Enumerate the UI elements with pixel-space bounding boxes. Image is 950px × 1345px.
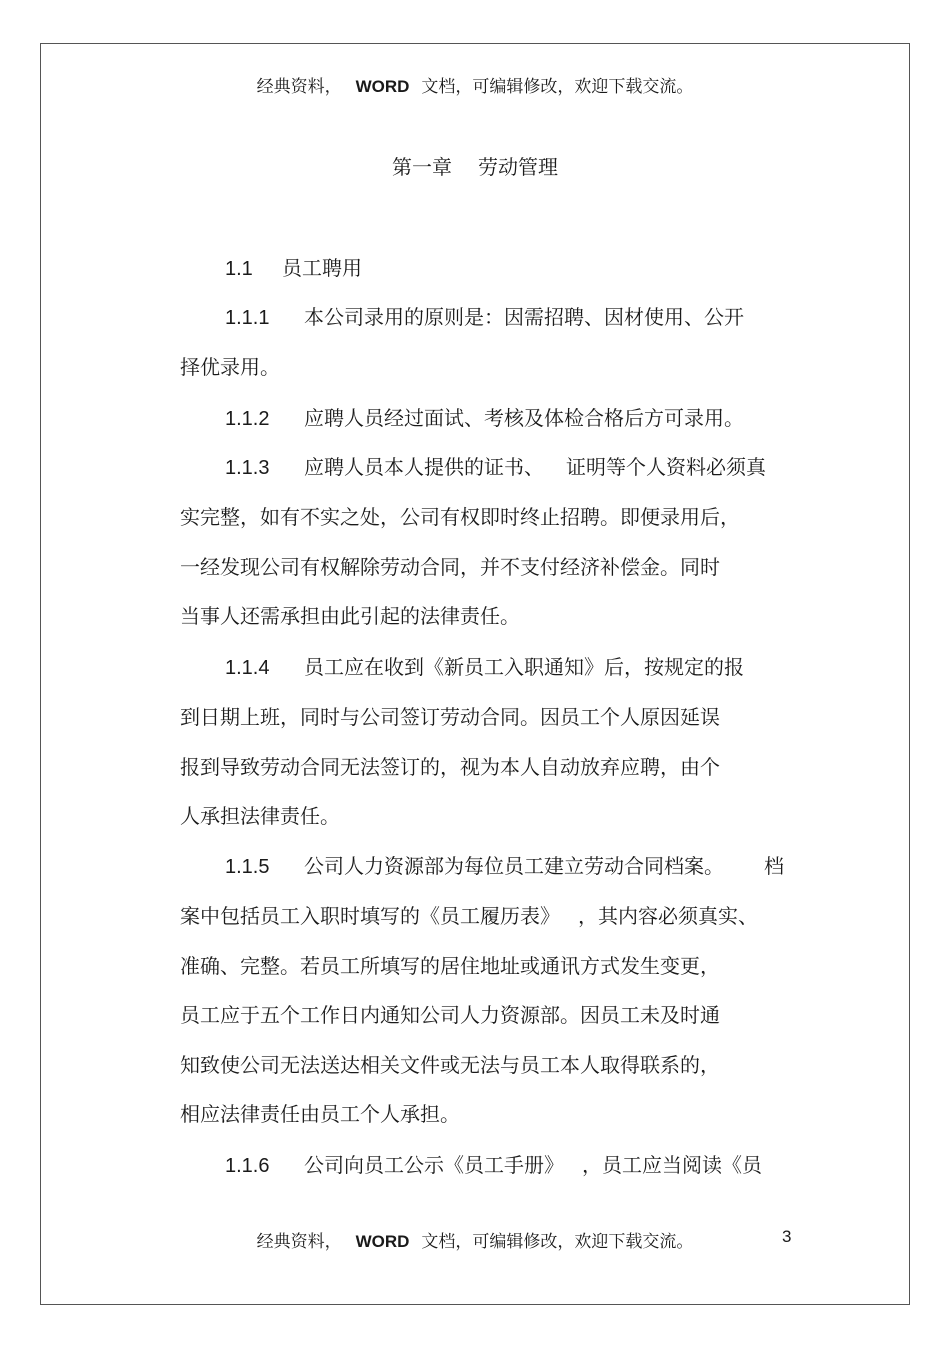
clause-text-line <box>180 900 758 929</box>
clause-1-1-2 <box>225 402 744 431</box>
clause-number: 1.1.3 <box>225 457 270 479</box>
clause-number: 1.1.5 <box>225 856 270 878</box>
section-number: 1.1 <box>225 258 253 280</box>
page-header <box>0 72 950 97</box>
clause-text: 应聘人员本人提供的证书、 <box>304 455 544 479</box>
clause-1-1-1 <box>225 301 744 330</box>
clause-number: 1.1.4 <box>225 657 270 679</box>
clause-text-line: 员工应于五个工作日内通知公司人力资源部。因员工未及时通 <box>180 1003 720 1027</box>
chapter-name: 劳动管理 <box>478 155 558 179</box>
clause-1-1-6 <box>225 1149 762 1178</box>
clause-text-line: 一经发现公司有权解除劳动合同，并不支付经济补偿金。同时 <box>180 555 720 579</box>
clause-text-line: 报到导致劳动合同无法签订的，视为本人自动放弃应聘，由个 <box>180 755 720 779</box>
section-title: 员工聘用 <box>282 256 362 280</box>
clause-text: 员工应在收到《新员工入职通知》后，按规定的报 <box>304 655 744 679</box>
clause-text-line: 到日期上班，同时与公司签订劳动合同。因员工个人原因延误 <box>180 705 720 729</box>
header-word: WORD <box>355 77 410 96</box>
footer-text-left: 经典资料， <box>256 1232 342 1252</box>
clause-text-line: 当事人还需承担由此引起的法律责任。 <box>180 604 520 628</box>
clause-1-1-4 <box>225 651 744 680</box>
clause-text: 公司向员工公示《员工手册》 <box>304 1153 564 1177</box>
header-text-right: 文档，可编辑修改，欢迎下载交流。 <box>421 77 694 97</box>
clause-text-line: 准确、完整。若员工所填写的居住地址或通讯方式发生变更， <box>180 954 720 978</box>
clause-text: 档 <box>764 854 784 878</box>
page-number: 3 <box>782 1227 792 1246</box>
clause-text-line: 实完整，如有不实之处，公司有权即时终止招聘。即便录用后， <box>180 505 740 529</box>
clause-text-line: 知致使公司无法送达相关文件或无法与员工本人取得联系的， <box>180 1053 720 1077</box>
chapter-number: 第一章 <box>392 155 452 179</box>
clause-text-line: 择优录用。 <box>180 355 280 379</box>
section-heading <box>225 252 362 281</box>
clause-text: 应聘人员经过面试、考核及体检合格后方可录用。 <box>304 406 744 430</box>
chapter-title <box>0 151 950 180</box>
clause-text-line: 相应法律责任由员工个人承担。 <box>180 1102 460 1126</box>
clause-text: 本公司录用的原则是：因需招聘、因材使用、公开 <box>304 305 744 329</box>
footer-word: WORD <box>355 1232 410 1251</box>
clause-text: ，其内容必须真实、 <box>578 904 758 928</box>
footer-text-right: 文档，可编辑修改，欢迎下载交流。 <box>421 1232 694 1252</box>
clause-text: 公司人力资源部为每位员工建立劳动合同档案。 <box>304 854 724 878</box>
clause-number: 1.1.6 <box>225 1155 270 1177</box>
clause-text: 案中包括员工入职时填写的《员工履历表》 <box>180 904 560 928</box>
clause-text: ，员工应当阅读《员 <box>582 1153 762 1177</box>
page-footer <box>0 1227 950 1252</box>
header-text-left: 经典资料， <box>256 77 342 97</box>
clause-text-line: 人承担法律责任。 <box>180 804 340 828</box>
clause-1-1-5 <box>225 850 784 879</box>
clause-1-1-3 <box>225 451 766 480</box>
clause-text: 证明等个人资料必须真 <box>566 455 766 479</box>
clause-number: 1.1.1 <box>225 307 270 329</box>
clause-number: 1.1.2 <box>225 408 270 430</box>
